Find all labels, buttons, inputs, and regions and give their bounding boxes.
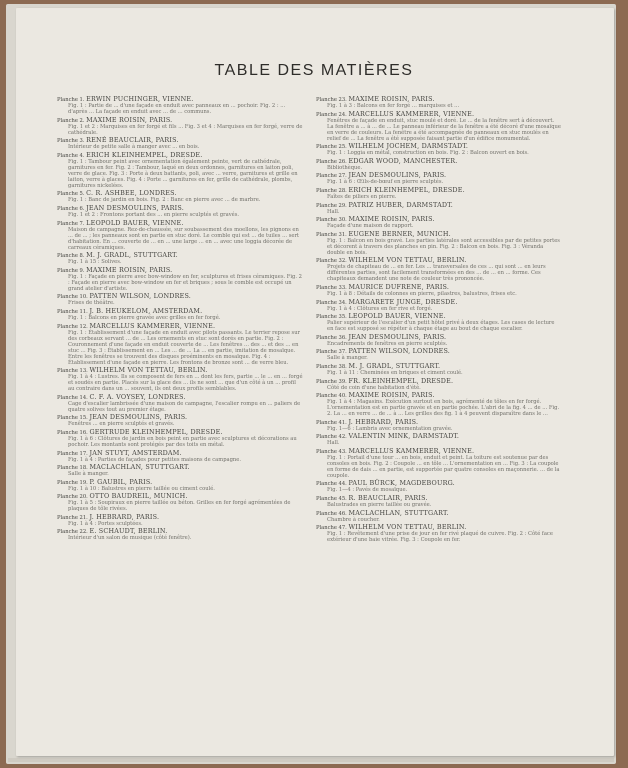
- toc-entry-heading: [316, 419, 564, 426]
- architect-name: MACLACHLAN, STUTTGART.: [89, 463, 190, 472]
- plate-number: Planche 21.: [57, 514, 88, 521]
- architect-name: JEAN DESMOULINS, PARIS.: [89, 413, 188, 422]
- toc-entry: [316, 313, 564, 332]
- plate-description: Projets de chapiteau de ... en fer. Les ... transversales de ces ... qui sont ... en leurs différentes parties, sont facilement transformées en des ... de ... en ... forme. Ces chapiteaux demandent une note de couleur très prononcée.: [327, 264, 546, 283]
- plate-description: Encadrements de fenêtres en pierre sculptés.: [327, 340, 448, 347]
- plate-description: Fig. 1 et 2 : Frontons portant des ... en pierre sculptés et gravés.: [68, 211, 240, 218]
- architect-name: J. HEBRARD, PARIS.: [89, 512, 160, 521]
- toc-entry-heading: [316, 334, 564, 341]
- toc-entry: [57, 205, 305, 218]
- plate-number: Planche 7.: [57, 220, 85, 227]
- plate-number: Planche 6.: [57, 205, 85, 212]
- architect-name: WILHELM VON TETTAU, BERLIN.: [348, 256, 467, 265]
- plate-description: Fig. 1—6 : Lambris avec ornementation gravée.: [327, 425, 453, 432]
- toc-entry: [57, 308, 305, 321]
- plate-number: Planche 16.: [57, 429, 88, 436]
- plate-number: Planche 1.: [57, 97, 85, 103]
- architect-name: VALENTIN MINK, DARMSTADT.: [348, 432, 460, 441]
- plate-number: Planche 41.: [316, 419, 347, 426]
- architect-name: LEOPOLD BAUER, VIENNE.: [348, 312, 446, 321]
- toc-entry: [316, 158, 564, 171]
- toc-entry-heading: [316, 448, 564, 455]
- toc-entry: [316, 96, 564, 109]
- architect-name: MAXIME ROISIN, PARIS.: [86, 265, 173, 274]
- architect-name: WILHELM VON TETTAU, BERLIN.: [348, 523, 467, 532]
- toc-entry-heading: [316, 363, 564, 370]
- toc-entry: [316, 334, 564, 347]
- plate-description: Fig. 1 à 11 : Cheminées en briques et ciment coulé.: [327, 369, 463, 376]
- plate-number: Planche 4.: [57, 152, 85, 159]
- architect-name: PAUL BÜRCK, MAGDEBOURG.: [348, 479, 455, 488]
- toc-entry-heading: [57, 267, 305, 274]
- toc-entry: [316, 216, 564, 229]
- architect-name: PATTEN WILSON, LONDRES.: [89, 292, 192, 301]
- plate-number: Planche 46.: [316, 510, 347, 517]
- plate-number: Planche 36.: [316, 334, 347, 341]
- architect-name: MARCELLUS KAMMERER, VIENNE.: [89, 321, 216, 330]
- plate-number: Planche 15.: [57, 415, 88, 422]
- toc-entry-heading: [316, 187, 564, 194]
- plate-number: Planche 5.: [57, 191, 85, 198]
- plate-number: Planche 8.: [57, 253, 85, 260]
- toc-entry: [57, 137, 305, 150]
- toc-entry: [57, 323, 305, 366]
- toc-entry-heading: [57, 479, 305, 486]
- architect-name: C. F. A. VOYSEY, LONDRES.: [89, 392, 186, 401]
- architect-name: M. J. GRADL, STUTTGART.: [348, 361, 441, 370]
- plate-number: Planche 9.: [57, 267, 85, 274]
- plate-number: Planche 22.: [57, 529, 88, 536]
- plate-number: Planche 2.: [57, 117, 85, 124]
- plate-description: Fig. 1 : Établissement d'une façade en enduit avec pilots passants. Le terrier repose sur des corbeaux servant ... de ... Les ornements en stuc sont dorés en partie. Fig. 2 : Couronnement d'une façade en enduit couverte de ... Les fenêtres ... des ... et des ... en stuc ... Fig. 3 : Établissement en ... Les ... de ... La ... en partie, imitation de mosaïque. Entre les fenêtres se trouvent des disques proéminents en mosaïque. Fig. 4 : Établissement d'une façade en pierre. Les frontons de bronze sont ... de verre bleu.: [68, 329, 301, 366]
- architect-name: MARGARETE JUNGE, DRESDE.: [348, 297, 458, 306]
- architect-name: JAN STUYT, AMSTERDAM.: [89, 448, 182, 457]
- plate-number: Planche 26.: [316, 158, 347, 165]
- toc-entry: [316, 392, 564, 417]
- architect-name: PATRIZ HUBER, DARMSTADT.: [348, 200, 453, 209]
- toc-entry: [316, 187, 564, 200]
- toc-entry: [316, 202, 564, 215]
- plate-description: Fig. 1 à 4 : Clôtures en fer rive et forgé.: [327, 305, 433, 312]
- plate-description: Fig. 1—4 : Pavés de mosaïque.: [327, 487, 408, 494]
- plate-description: Fenêtres ... en pierre sculptés et gravés.: [68, 421, 175, 428]
- toc-entry-heading: [57, 117, 305, 124]
- architect-name: EUGENE BERNER, MUNICH.: [348, 229, 451, 238]
- toc-entry-heading: [57, 394, 305, 401]
- toc-entry-heading: [316, 495, 564, 502]
- plate-description: Fig. 1 : Loggia en métal, construction en bois. Fig. 2 : Balcon ouvert en bois.: [327, 150, 529, 157]
- plate-description: Fig. 1 à 10 : Balustres en pierre taillée ou ciment coulé.: [68, 485, 215, 492]
- toc-entry: [57, 267, 305, 292]
- toc-entry-heading: [57, 429, 305, 436]
- architect-name: J. HEBRARD, PARIS.: [348, 417, 419, 426]
- plate-number: Planche 14.: [57, 394, 88, 401]
- plate-description: Salle à manger.: [327, 355, 368, 362]
- architect-name: E. SCHAUDT, BERLIN.: [89, 527, 168, 536]
- plate-description: Intérieur de petite salle à manger avec ... en bois.: [68, 144, 200, 151]
- toc-entry: [316, 363, 564, 376]
- architect-name: GERTRUDE KLEINHEMPEL, DRESDE.: [89, 427, 223, 436]
- plate-number: Planche 28.: [316, 187, 347, 194]
- architect-name: MARCELLUS KAMMERER, VIENNE.: [348, 446, 475, 455]
- plate-description: Bibliothèque.: [327, 164, 363, 171]
- toc-entry-heading: [316, 510, 564, 517]
- architect-name: OTTO BAUDREIL, MUNICH.: [89, 492, 188, 501]
- plate-number: Planche 39.: [316, 378, 347, 385]
- architect-name: RENÉ BEAUCLAIR, PARIS.: [86, 136, 179, 145]
- plate-description: Fig. 1 : Tambour peint avec ornementation également peinte, vert de cathédrale, garnitures en fer. Fig. 2 : Tambour, laqué en deux ordonnes, garnitures en laiton poli, verre de glace. Fig. 3 : Porte à deux battants, poli, avec ... verre, garnitures et grille en laiton, verre à glaces. Fig. 4 : Porte ... garnitures en fer, grille de cathédrale, plombs, garnitures nickelées.: [68, 158, 298, 189]
- toc-entry: [57, 96, 305, 115]
- toc-entry-heading: [57, 450, 305, 457]
- plate-number: Planche 34.: [316, 299, 347, 306]
- toc-entry: [57, 190, 305, 203]
- toc-entry: [316, 143, 564, 156]
- toc-entry-heading: [57, 323, 305, 330]
- toc-entry-heading: [316, 299, 564, 306]
- architect-name: MAXIME ROISIN, PARIS.: [348, 391, 435, 400]
- toc-entry: [316, 433, 564, 446]
- architect-name: LEOPOLD BAUER, VIENNE.: [86, 218, 184, 227]
- toc-entry: [316, 495, 564, 508]
- plate-description: Fig. 1 : Partie de ... d'une façade en enduit avec panneaux en ... pochoir. Fig. 2 : ... d'après ... La façade en enduit avec ... de ... communs.: [68, 103, 286, 115]
- plate-number: Planche 25.: [316, 144, 347, 151]
- plate-number: Planche 10.: [57, 294, 88, 301]
- plate-number: Planche 45.: [316, 496, 347, 503]
- plate-description: Frises de théâtre.: [68, 300, 115, 307]
- plate-number: Planche 29.: [316, 202, 347, 209]
- plate-description: Fig. 1 à 8 : Détails de colonnes en pierre, pilastres, balustres, frises etc.: [327, 290, 517, 297]
- toc-entry: [57, 293, 305, 306]
- plate-description: Balustrades en pierre taillée ou gravée.: [327, 502, 432, 509]
- architect-name: PATTEN WILSON, LONDRES.: [348, 347, 451, 356]
- plate-number: Planche 20.: [57, 494, 88, 501]
- toc-entry-heading: [316, 216, 564, 223]
- plate-number: Planche 30.: [316, 217, 347, 224]
- architect-name: ERWIN PUCHINGER, VIENNE.: [86, 95, 194, 103]
- toc-entry-heading: [316, 96, 564, 103]
- toc-entry-heading: [316, 433, 564, 440]
- toc-entry: [316, 378, 564, 391]
- toc-entry-heading: [57, 190, 305, 197]
- toc-entry-heading: [316, 378, 564, 385]
- architect-name: MAURICE DUFRENE, PARIS.: [348, 282, 450, 291]
- plate-number: Planche 23.: [316, 97, 347, 103]
- plate-description: Salle à manger.: [68, 471, 109, 478]
- plate-description: Fig. 1 : Revêtement d'une prise de jour en fer rivé plaqué de cuivre. Fig. 2 : Côté face extérieur d'une baie vitrée. Fig. 3 : Coupole en fer.: [327, 531, 553, 544]
- plate-description: Fig. 1 à 6 : Œils-de-bœuf en pierre sculptés.: [327, 179, 444, 186]
- page-title: TABLE DES MATIÈRES: [214, 62, 414, 79]
- plate-number: Planche 13.: [57, 368, 88, 375]
- toc-entry: [57, 220, 305, 251]
- toc-entry: [57, 528, 305, 541]
- plate-description: Maison de campagne. Rez-de-chaussée, sur soubassement des moellons, les pignons en ... de ... ; les panneaux sont en partie en stuc doré. Le comble qui est ... de tuiles ... sert d'habitation. En ... couverte de ... en ... une large ... en ... avec une loggia décorée de carreaux céramiques.: [68, 226, 300, 251]
- plate-description: Fig. 1 : Portail d'une tour ... en bois, enduit et peint. La toiture est soutenue par des consoles en bois. Fig. 2 : Coupole ... en tôle ... L'ornementation en ... Fig. 3 : La coupole en forme de dais ... en partie, est supportée par quatre consoles en maçonnerie. ... de la coupole.: [327, 454, 560, 479]
- plate-description: Fig. 1 et 2 : Marquises en fer forgé et fils ... Fig. 3 et 4 : Marquises en fer forgé, verre de cathédrale.: [68, 123, 303, 136]
- toc-entry: [316, 448, 564, 479]
- architect-name: R. BEAUCLAIR, PARIS.: [348, 494, 428, 503]
- toc-entry: [316, 480, 564, 493]
- toc-entry-heading: [57, 308, 305, 315]
- plate-number: Planche 17.: [57, 450, 88, 457]
- plate-description: Hall.: [327, 208, 340, 215]
- toc-entry: [57, 479, 305, 492]
- architect-name: WILHELM VON TETTAU, BERLIN.: [89, 366, 208, 375]
- plate-description: Fig. 1 à 5 : Soupiraux en pierre taillée ou béton. Grilles en fer forgé agrémentées de plaques de tôle rivées.: [68, 500, 291, 513]
- architect-name: MAXIME ROISIN, PARIS.: [86, 115, 173, 124]
- plate-number: Planche 43.: [316, 448, 347, 455]
- plate-number: Planche 38.: [316, 363, 347, 370]
- toc-entry: [316, 284, 564, 297]
- toc-entry: [316, 299, 564, 312]
- toc-entry-heading: [316, 257, 564, 264]
- plate-description: Façade d'une maison de rapport.: [327, 223, 414, 230]
- architect-name: MAXIME ROISIN, PARIS.: [348, 95, 435, 103]
- toc-entry: [316, 172, 564, 185]
- toc-entry: [57, 493, 305, 512]
- plate-description: Fig. 1 à 4 : Portes sculptées.: [68, 520, 143, 527]
- plate-number: Planche 12.: [57, 323, 88, 330]
- toc-entry: [316, 231, 564, 256]
- architect-name: WILHELM JOCHEM, DARMSTADT.: [348, 142, 469, 151]
- plate-description: Fig. 1 : Balcon en bois gravé. Les parties latérales sont accessibles par de petites portes et décorent à travers des planches en pin. Fig. 2 : Balcon en bois. Fig. 3 : Véranda double en bois.: [327, 237, 560, 256]
- architect-name: MACLACHLAN, STUTTGART.: [348, 508, 449, 517]
- plate-description: Intérieur d'un salon de musique (côté fenêtre).: [68, 535, 192, 542]
- plate-description: Hall.: [327, 440, 340, 447]
- toc-entry: [316, 111, 564, 142]
- architect-name: ERICH KLEINHEMPEL, DRESDE.: [86, 150, 203, 159]
- toc-entry-heading: [57, 152, 305, 159]
- architect-name: JEAN DESMOULINS, PARIS.: [348, 332, 447, 341]
- toc-entry: [316, 257, 564, 282]
- plate-description: Fig. 1 à 4 : Lustres. Ils se composent de fers en ... dont les fers, partie ... le ... en ... forgé et soudés en partie. Placés sur la glace des ... ils ne sont ... que d'un côté à un ... profil au contraire dans un ... souvent, ils ont deux profils semblables.: [68, 374, 303, 393]
- toc-entry-heading: [316, 202, 564, 209]
- toc-entry-heading: [57, 96, 305, 103]
- toc-entry-heading: [316, 231, 564, 238]
- toc-entry: [316, 510, 564, 523]
- plate-number: Planche 24.: [316, 111, 347, 118]
- plate-description: Fig. 1 : Banc de jardin en bois. Fig. 2 : Banc en pierre avec ... de marbre.: [68, 197, 261, 204]
- plate-description: Fig. 1 à 15 : Solives.: [68, 259, 122, 266]
- plate-description: Fenêtres de façade en enduit, stuc moulé et doré. Le ... de la fenêtre sert à découvert. La fenêtre a ... à ... de ... Le panneau inférieur de la fenêtre a été décoré d'une mosaïque en verre de couleurs. La fenêtre a été accompagnée de panneaux en stuc moulés en relief de ... La fenêtre a été supposée faisant partie d'un édifice monumental.: [327, 117, 561, 142]
- toc-entry: [57, 252, 305, 265]
- plate-description: Fig. 1 à 6 : Clôtures de jardin en bois peint en partie avec sculptures et décorations au pochoir. Les montants sont protégés par des toits en métal.: [68, 435, 297, 448]
- toc-entry: [57, 152, 305, 189]
- toc-entry-heading: [316, 284, 564, 291]
- toc-entry-heading: [57, 220, 305, 227]
- toc-entry: [57, 367, 305, 392]
- toc-entry: [316, 524, 564, 543]
- architect-name: MAXIME ROISIN, PARIS.: [348, 215, 435, 224]
- toc-entry: [57, 450, 305, 463]
- toc-right-column: [316, 96, 564, 545]
- toc-entry: [57, 117, 305, 136]
- plate-number: Planche 18.: [57, 465, 88, 472]
- plate-number: Planche 35.: [316, 314, 347, 321]
- plate-description: Faîtes de piliers en pierre.: [327, 193, 397, 200]
- plate-number: Planche 47.: [316, 525, 347, 532]
- architect-name: JEAN DESMOULINS, PARIS.: [348, 171, 447, 180]
- toc-entry: [57, 464, 305, 477]
- plate-description: Côté de coin d'une habitation d'été.: [327, 384, 421, 391]
- plate-description: Fig. 1 : Balcons en pierre gravée avec grilles en fer forgé.: [68, 314, 221, 321]
- toc-entry: [57, 394, 305, 413]
- plate-number: Planche 33.: [316, 284, 347, 291]
- plate-description: Chambre à coucher.: [327, 516, 380, 523]
- toc-entry: [57, 414, 305, 427]
- plate-number: Planche 32.: [316, 258, 347, 265]
- toc-entry: [57, 429, 305, 448]
- architect-name: ERICH KLEINHEMPEL, DRESDE.: [348, 185, 465, 194]
- architect-name: P. GAUBIL, PARIS.: [89, 477, 153, 486]
- toc-entry-heading: [316, 111, 564, 118]
- architect-name: MARCELLUS KAMMERER, VIENNE.: [348, 109, 475, 118]
- plate-number: Planche 40.: [316, 393, 347, 400]
- architect-name: J. B. HEUKELOM, AMSTERDAM.: [89, 306, 203, 315]
- plate-description: Fig. 1 à 4 : Parties de façades pour petites maisons de campagne.: [68, 456, 241, 463]
- architect-name: JEAN DESMOULINS, PARIS.: [86, 203, 184, 212]
- plate-description: Fig. 1 à 3 : Balcons en fer forgé ... marquises et ...: [327, 103, 460, 109]
- toc-entry: [316, 419, 564, 432]
- toc-entry-heading: [57, 205, 305, 212]
- plate-number: Planche 27.: [316, 173, 347, 180]
- toc-left-column: [57, 96, 305, 543]
- plate-description: Palier supérieur de l'escalier d'un petit hôtel privé à deux étages. Les cases de lecture en face est supposé se répéter à chaque étage au bout de chaque escalier.: [327, 320, 555, 333]
- plate-number: Planche 19.: [57, 479, 88, 486]
- plate-number: Planche 37.: [316, 349, 347, 356]
- toc-entry-heading: [316, 158, 564, 165]
- architect-name: FR. KLEINHEMPEL, DRESDE.: [348, 376, 454, 385]
- plate-description: Fig. 1 : Façade en pierre avec bow-window en fer, sculptures et frises céramiques. Fig. 2 : Façade en pierre avec bow-window en fer et briques ; sous le comble est occupé un grand atelier d'artiste.: [68, 273, 302, 292]
- architect-name: C. R. ASHBEE, LONDRES.: [86, 189, 177, 198]
- toc-entry-heading: [57, 514, 305, 521]
- toc-entry: [316, 348, 564, 361]
- architect-name: EDGAR WOOD, MANCHESTER.: [348, 156, 458, 165]
- architect-name: M. J. GRADL, STUTTGART.: [86, 251, 178, 260]
- toc-entry: [57, 514, 305, 527]
- plate-number: Planche 44.: [316, 481, 347, 488]
- plate-number: Planche 42.: [316, 434, 347, 441]
- plate-description: Cage d'escalier lambrissée d'une maison de campagne, l'escalier rompu en ... paliers de quatre solives tout au premier étage.: [68, 400, 301, 413]
- plate-number: Planche 3.: [57, 138, 85, 145]
- plate-description: Fig. 1 à 4 : Magasins. Exécution surtout en bois, agrémenté de tôles en fer forgé. L'ornementation est en partie gravée et en partie pochée. L'abri de la fig. 4 ... de ... Fig. 2. La ... en verre ... de ... à ... Les grilles des fig. 1 à 4 peuvent disparaître dans le ...: [327, 399, 560, 418]
- plate-number: Planche 31.: [316, 231, 347, 238]
- plate-number: Planche 11.: [57, 308, 88, 315]
